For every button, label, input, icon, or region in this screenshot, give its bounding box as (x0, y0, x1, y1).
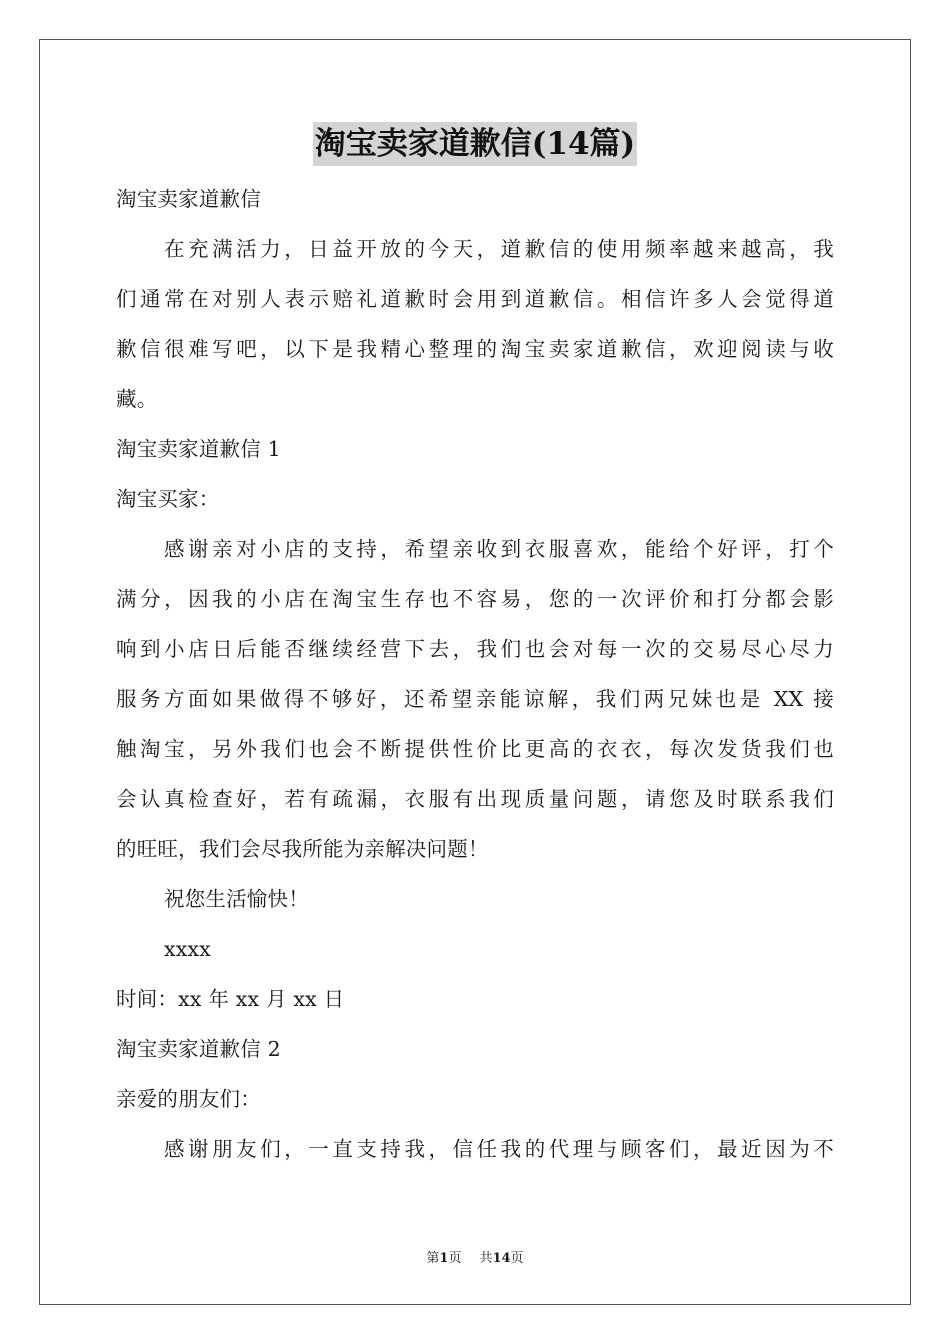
text-line: 会认真检查好，若有疏漏，衣服有出现质量问题，请您及时联系我们 (116, 787, 834, 811)
text-line: 淘宝卖家道歉信 1 (116, 437, 281, 461)
text-line: 触淘宝，另外我们也会不断提供性价比更高的衣衣，每次发货我们也 (116, 737, 834, 761)
text-line: 时间：xx 年 xx 月 xx 日 (116, 987, 345, 1011)
text-line: 服务方面如果做得不够好，还希望亲能谅解，我们两兄妹也是 XX 接 (116, 687, 834, 711)
total-label-prefix: 共 (479, 1251, 493, 1266)
total-page-number: 14 (492, 1251, 511, 1266)
text-line: 藏。 (116, 387, 158, 411)
text-line: 淘宝卖家道歉信 (116, 187, 261, 211)
text-line: 淘宝卖家道歉信 2 (116, 1037, 281, 1061)
text-line: 在充满活力，日益开放的今天，道歉信的使用频率越来越高，我 (164, 237, 834, 261)
document-body (116, 174, 834, 1174)
text-line: 满分，因我的小店在淘宝生存也不容易，您的一次评价和打分都会影 (116, 587, 834, 611)
document-title: 淘宝卖家道歉信(14篇) (313, 122, 637, 166)
text-line: 的旺旺，我们会尽我所能为亲解决问题！ (116, 837, 489, 861)
page-label-suffix: 页 (448, 1251, 462, 1266)
text-line: xxxx (164, 937, 212, 961)
page-footer (0, 1247, 950, 1266)
current-page-number: 1 (439, 1251, 449, 1266)
text-line: 淘宝买家： (116, 487, 220, 511)
text-line: 祝您生活愉快！ (164, 887, 309, 911)
title-container (0, 122, 950, 166)
page-label-prefix: 第 (426, 1251, 440, 1266)
text-line: 感谢亲对小店的支持，希望亲收到衣服喜欢，能给个好评，打个 (164, 537, 834, 561)
text-line: 感谢朋友们，一直支持我，信任我的代理与顾客们，最近因为不 (164, 1137, 834, 1161)
text-line: 响到小店日后能否继续经营下去，我们也会对每一次的交易尽心尽力 (116, 637, 834, 661)
text-line: 歉信很难写吧，以下是我精心整理的淘宝卖家道歉信，欢迎阅读与收 (116, 337, 834, 361)
total-label-suffix: 页 (510, 1251, 524, 1266)
text-line: 们通常在对别人表示赔礼道歉时会用到道歉信。相信许多人会觉得道 (116, 287, 834, 311)
text-line: 亲爱的朋友们： (116, 1087, 261, 1111)
